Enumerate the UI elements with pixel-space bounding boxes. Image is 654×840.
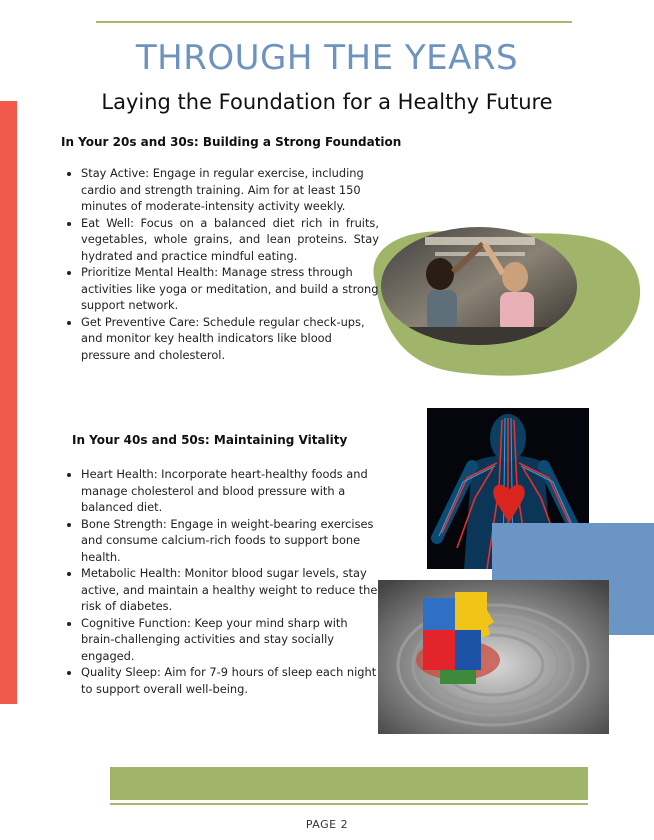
brain-puzzle-maze-image: [378, 580, 609, 734]
page-number: PAGE 2: [305, 818, 349, 831]
page-title: THROUGH THE YEARS: [135, 38, 519, 78]
footer-bar: [110, 767, 588, 800]
list-item: • Get Preventive Care: Schedule regular check-ups, and monitor key health indicators like blood pressure and cholesterol.: [81, 314, 379, 364]
side-accent-bar: [0, 101, 17, 704]
list-item: • Quality Sleep: Aim for 7-9 hours of sleep each night to support overall well-being.: [81, 664, 379, 697]
list-item: • Metabolic Health: Monitor blood sugar levels, stay active, and maintain a healthy weight to reduce the risk of diabetes.: [81, 565, 379, 615]
section-heading-20s-30s: In Your 20s and 30s: Building a Strong Foundation: [61, 135, 402, 149]
fitness-photo-blob: [365, 222, 647, 380]
footer-divider: [110, 803, 588, 805]
list-item: • Prioritize Mental Health: Manage stress through activities like yoga or meditation, and build a strong support network.: [81, 264, 379, 314]
top-divider: [96, 21, 572, 23]
page-subtitle: Laying the Foundation for a Healthy Future: [101, 90, 553, 114]
section-list-40s-50s: [61, 466, 379, 697]
section-heading-40s-50s: In Your 40s and 50s: Maintaining Vitality: [72, 433, 348, 447]
list-item: • Cognitive Function: Keep your mind sharp with brain-challenging activities and stay socially engaged.: [81, 615, 379, 665]
list-item: • Eat Well: Focus on a balanced diet rich in fruits, vegetables, whole grains, and lean proteins. Stay hydrated and practice mindful eating.: [81, 215, 379, 265]
list-item: • Bone Strength: Engage in weight-bearing exercises and consume calcium-rich foods to support bone health.: [81, 516, 379, 566]
list-item: • Heart Health: Incorporate heart-healthy foods and manage cholesterol and blood pressure with a balanced diet.: [81, 466, 379, 516]
section-list-20s-30s: [61, 165, 379, 363]
list-item: • Stay Active: Engage in regular exercise, including cardio and strength training. Aim for at least 150 minutes of moderate-intensity activity weekly.: [81, 165, 379, 215]
